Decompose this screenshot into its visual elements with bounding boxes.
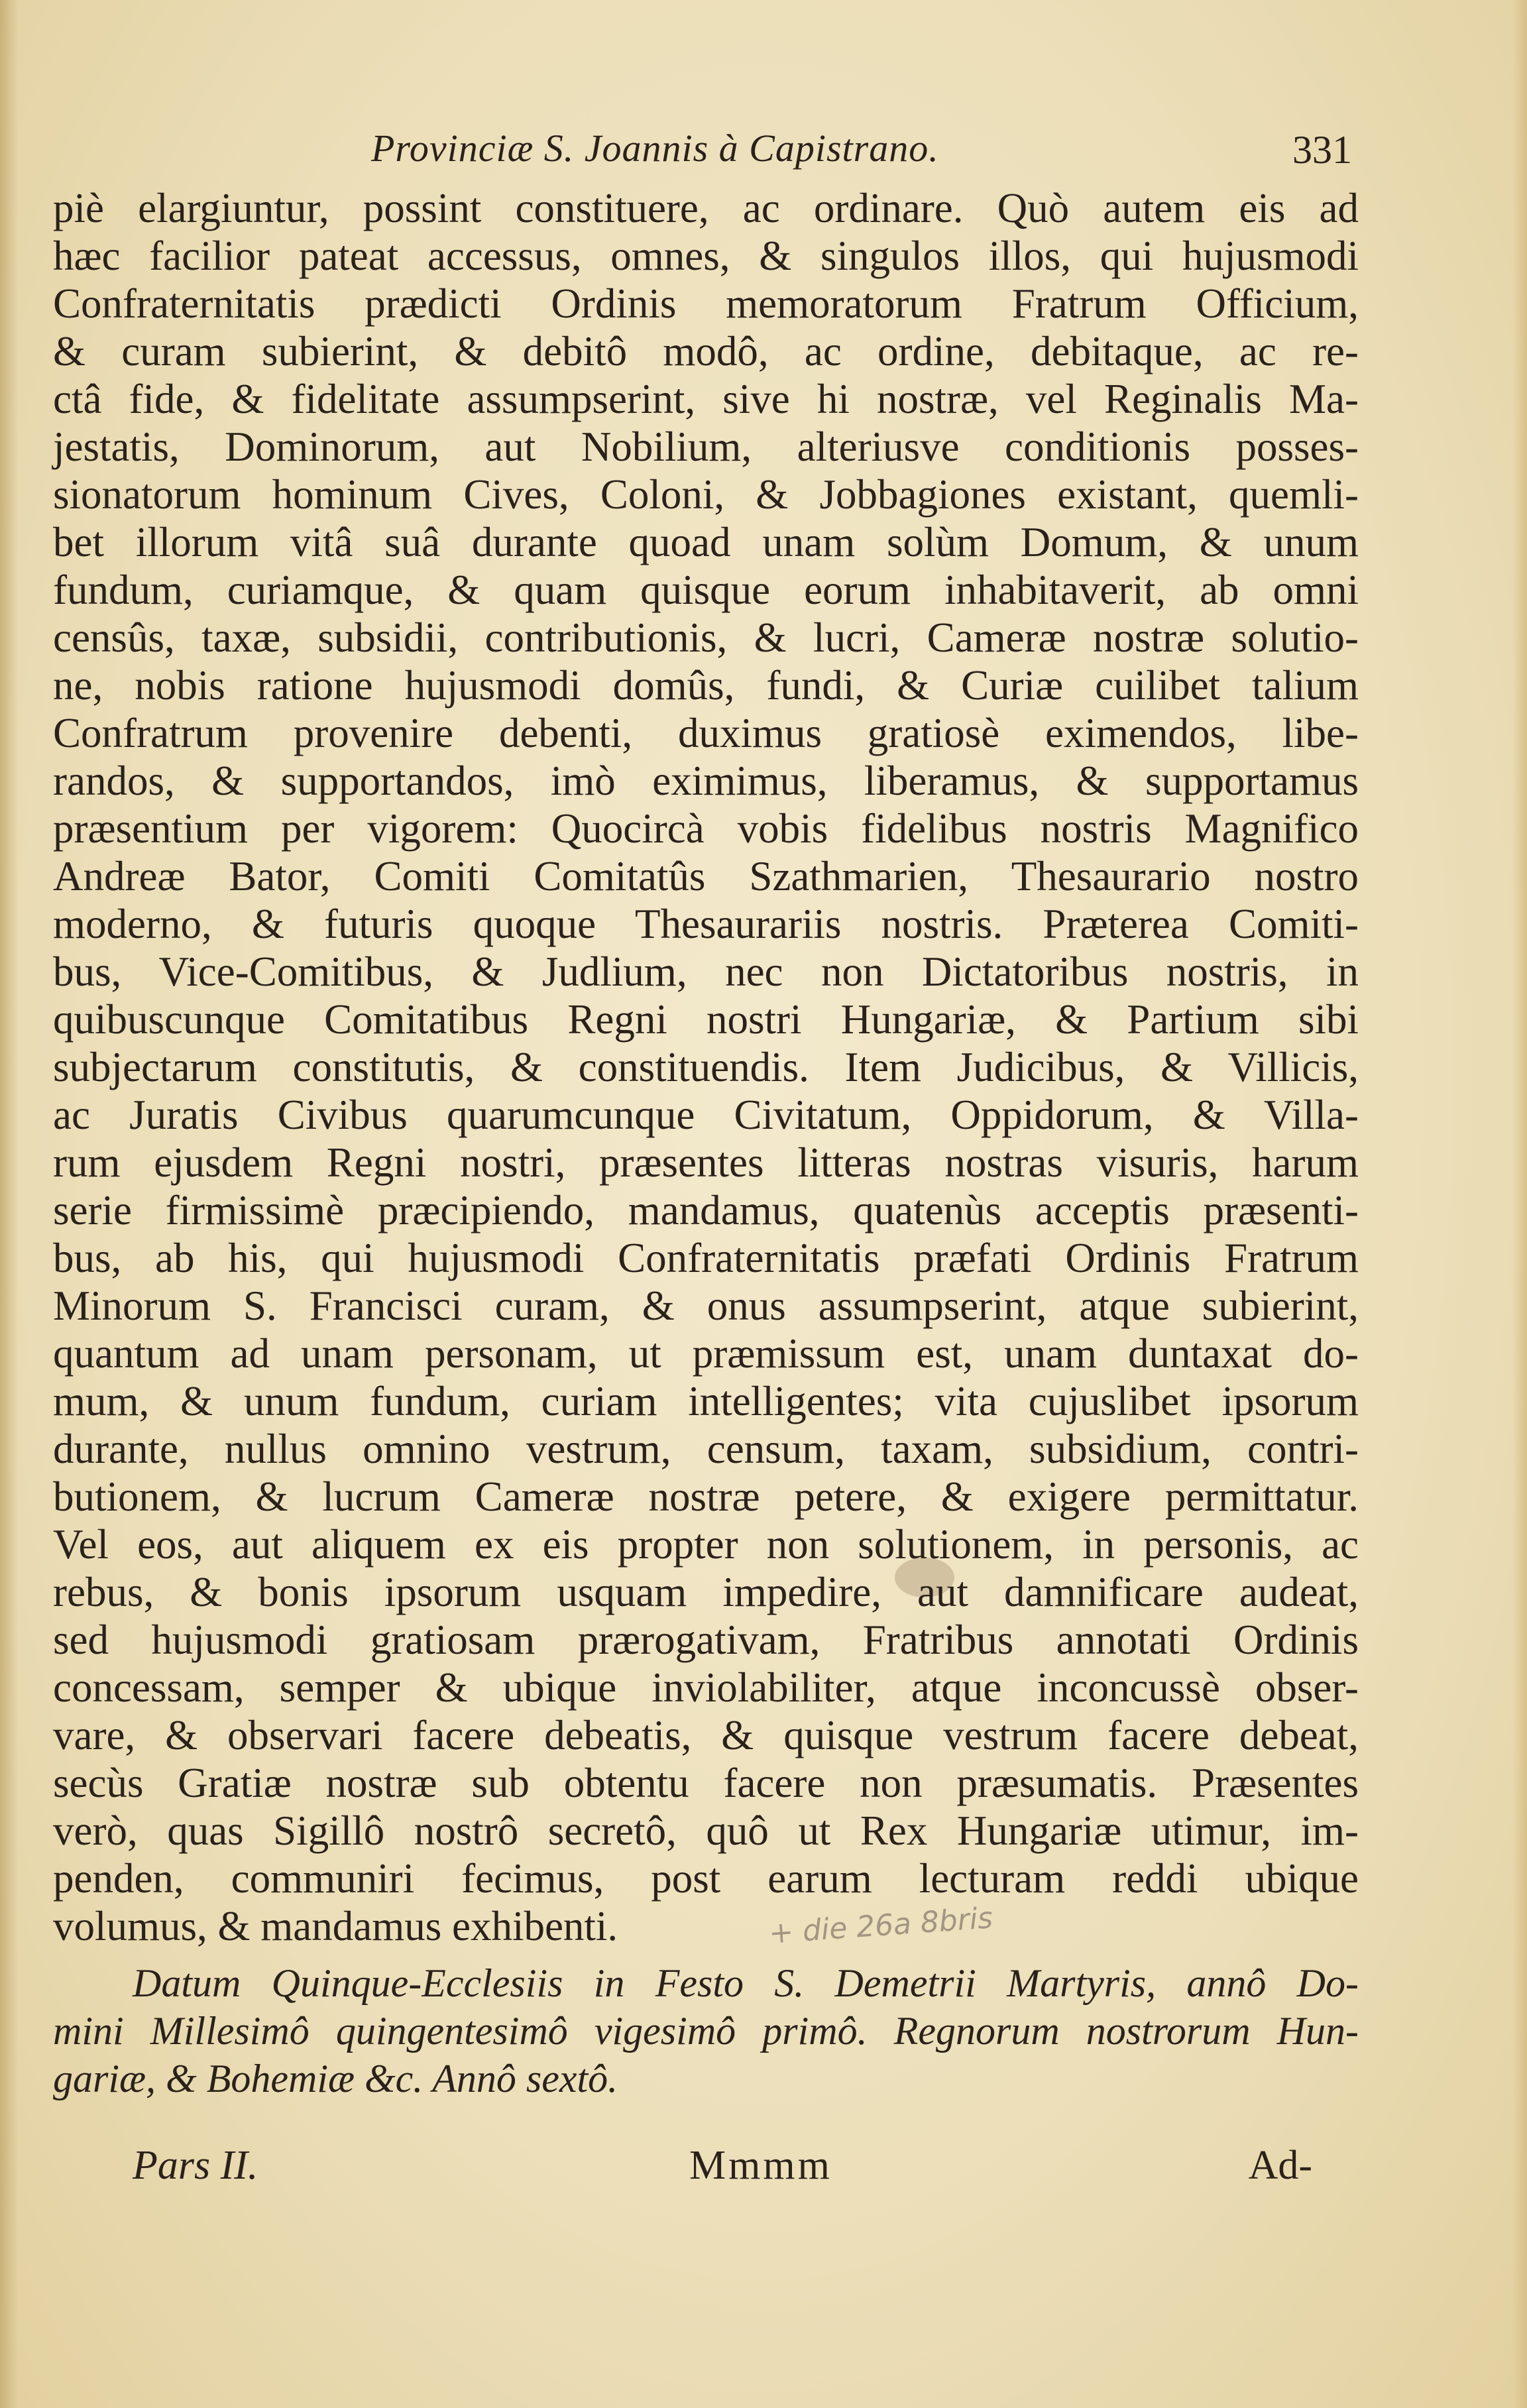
text-line: verò, quas Sigillô nostrô secretô, quô ut Rex Hungariæ utimur, im- [53,1807,1359,1854]
text-line: moderno, & futuris quoque Thesaurariis nostris. Præterea Comiti- [53,901,1359,947]
text-line: mum, & unum fundum, curiam intelligentes; vita cujuslibet ipsorum [53,1378,1359,1424]
page-edge-shadow-left [0,0,19,2408]
text-line: sed hujusmodi gratiosam prærogativam, Fratribus annotati Ordinis [53,1617,1359,1663]
text-line: volumus, & mandamus exhibenti. [53,1903,618,1949]
text-line: jestatis, Dominorum, aut Nobilium, alteriusve conditionis posses- [53,424,1359,470]
text-line: Vel eos, aut aliquem ex eis propter non solutionem, in personis, ac [53,1521,1359,1568]
page-footer [133,2142,1312,2195]
text-line: penden, communiri fecimus, post earum lecturam reddi ubique [53,1855,1359,1902]
text-line: præsentium per vigorem: Quocircà vobis fidelibus nostris Magnifico [53,805,1359,852]
text-line: concessam, semper & ubique inviolabiliter, atque inconcussè obser- [53,1664,1359,1711]
text-line: ne, nobis ratione hujusmodi domûs, fundi, & Curiæ cuilibet talium [53,662,1359,709]
text-line: rebus, & bonis ipsorum usquam impedire, aut damnificare audeat, [53,1569,1359,1615]
text-line: quibuscunque Comitatibus Regni nostri Hungariæ, & Partium sibi [53,996,1359,1043]
text-line: durante, nullus omnino vestrum, censum, taxam, subsidium, contri- [53,1426,1359,1472]
signature-mark: Mmmm [689,2143,832,2188]
text-line: & curam subierint, & debitô modô, ac ordine, debitaque, ac re- [53,328,1359,374]
page-header [371,126,1352,179]
text-line: butionem, & lucrum Cameræ nostræ petere, & exigere permittatur. [53,1473,1359,1520]
part-label: Pars II. [133,2143,258,2188]
text-line: Minorum S. Francisci curam, & onus assumpserint, atque subierint, [53,1283,1359,1329]
page-edge-shadow-right [1512,0,1527,2408]
datum-clause [53,1959,1359,2102]
text-line: censûs, taxæ, subsidii, contributionis, & lucri, Cameræ nostræ solutio- [53,614,1359,661]
body-text [53,184,1359,1950]
text-line: quantum ad unam personam, ut præmissum est, unam duntaxat do- [53,1330,1359,1377]
text-line: randos, & supportandos, imò eximimus, liberamus, & supportamus [53,758,1359,804]
text-line: hæc facilior pateat accessus, omnes, & singulos illos, qui hujusmodi [53,233,1359,279]
running-title: Provinciæ S. Joannis à Capistrano. [371,127,939,170]
text-line: fundum, curiamque, & quam quisque eorum inhabitaverit, ab omni [53,567,1359,613]
text-line: bus, Vice-Comitibus, & Judlium, nec non Dictatoribus nostris, in [53,948,1359,995]
text-line: ctâ fide, & fidelitate assumpserint, sive hi nostræ, vel Reginalis Ma- [53,376,1359,422]
datum-line: gariæ, & Bohemiæ &c. Annô sextô. [53,2057,618,2100]
page-number: 331 [1292,128,1352,172]
text-line: ac Juratis Civibus quarumcunque Civitatum, Oppidorum, & Villa- [53,1092,1359,1138]
text-line: bet illorum vitâ suâ durante quoad unam solùm Domum, & unum [53,519,1359,565]
text-line: Andreæ Bator, Comiti Comitatûs Szathmarien, Thesaurario nostro [53,853,1359,899]
text-line: sionatorum hominum Cives, Coloni, & Jobbagiones existant, quemli- [53,471,1359,518]
text-line: rum ejusdem Regni nostri, præsentes litteras nostras visuris, harum [53,1139,1359,1186]
text-line: vare, & observari facere debeatis, & quisque vestrum facere debeat, [53,1712,1359,1758]
text-line: Confraternitatis prædicti Ordinis memoratorum Fratrum Officium, [53,280,1359,327]
catchword: Ad- [1248,2143,1312,2188]
handwritten-annotation: + die 26a 8bris [767,1901,994,1951]
text-line: Confratrum provenire debenti, duximus gratiosè eximendos, libe- [53,710,1359,756]
datum-line: mini Millesimô quingentesimô vigesimô primô. Regnorum nostrorum Hun- [53,2009,1359,2053]
text-line: secùs Gratiæ nostræ sub obtentu facere non præsumatis. Præsentes [53,1760,1359,1806]
text-line: bus, ab his, qui hujusmodi Confraternitatis præfati Ordinis Fratrum [53,1235,1359,1281]
datum-line: Datum Quinque-Ecclesiis in Festo S. Demetrii Martyris, annô Do- [133,1961,1359,2005]
text-line: subjectarum constitutis, & constituendis. Item Judicibus, & Villicis, [53,1044,1359,1090]
text-line: serie firmissimè præcipiendo, mandamus, quatenùs acceptis præsenti- [53,1187,1359,1233]
text-line: piè elargiuntur, possint constituere, ac ordinare. Quò autem eis ad [53,185,1359,231]
